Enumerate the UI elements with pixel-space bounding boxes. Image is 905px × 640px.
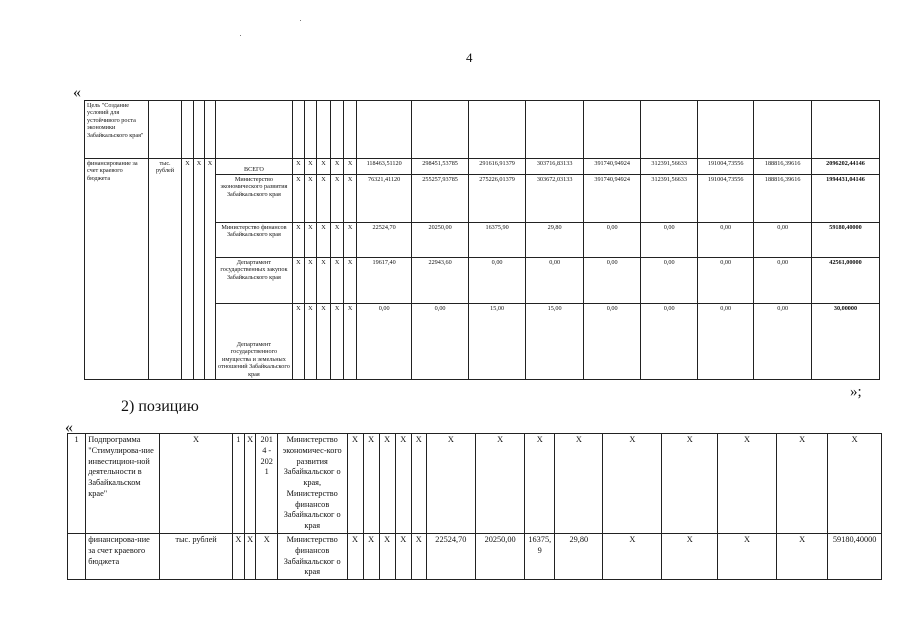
position-heading: 2) позицию <box>121 398 199 415</box>
table-cell: 312391,56633 <box>641 175 697 223</box>
table-cell: X <box>160 434 233 534</box>
table-cell: 0,00 <box>697 258 753 304</box>
table-cell: X <box>395 534 411 580</box>
empty-cell <box>468 101 526 159</box>
table-cell: X <box>347 534 363 580</box>
table-cell: X <box>344 159 357 175</box>
empty-cell <box>193 101 205 159</box>
empty-cell <box>344 101 357 159</box>
table-cell: 15,00 <box>526 304 584 380</box>
empty-cell <box>583 101 641 159</box>
table-cell: X <box>317 258 331 304</box>
table-cell: 0,00 <box>754 223 812 258</box>
table-cell: 391740,94924 <box>583 159 641 175</box>
empty-cell <box>526 101 584 159</box>
table-cell: X <box>662 534 718 580</box>
table-cell: 0,00 <box>583 258 641 304</box>
table-cell: 0,00 <box>583 304 641 380</box>
table-cell: 22943,60 <box>412 258 468 304</box>
empty-cell <box>293 101 305 159</box>
row-total: 59180,40000 <box>811 223 879 258</box>
table-cell: X <box>330 175 344 223</box>
table-cell: 0,00 <box>697 304 753 380</box>
page-number: 4 <box>466 50 473 65</box>
table-cell: X <box>828 434 882 534</box>
table-cell: X <box>776 534 827 580</box>
row-name: ВСЕГО <box>215 159 292 175</box>
table-cell: 0,00 <box>468 258 526 304</box>
table-cell: X <box>363 434 379 534</box>
table-cell: X <box>525 434 555 534</box>
table-cell: 298451,53785 <box>412 159 468 175</box>
row-name: Департамент государственного имущества и земельных отношений Забайкальского края <box>215 304 292 380</box>
table-cell: 29,80 <box>526 223 584 258</box>
row-total: 2096202,44146 <box>811 159 879 175</box>
table-cell: X <box>317 304 331 380</box>
table-cell: X <box>293 159 305 175</box>
table-cell: 22524,70 <box>356 223 411 258</box>
subprogram-name: Подпрограмма "Стимулирова-ние инвестицион-ной деятельности в Забайкальском крае" <box>86 434 160 534</box>
table-row <box>85 101 880 159</box>
empty-cell <box>148 101 181 159</box>
table-cell: 0,00 <box>754 304 812 380</box>
unit-cell: тыс. рублей <box>148 159 181 380</box>
table-cell: X <box>344 304 357 380</box>
table-cell: X <box>330 304 344 380</box>
empty-cell <box>68 534 86 580</box>
table-cell: X <box>205 159 215 380</box>
table-cell: 188816,39616 <box>754 175 812 223</box>
table-row <box>85 159 880 175</box>
table-cell: X <box>330 159 344 175</box>
table-row <box>68 434 882 534</box>
table-cell: X <box>344 175 357 223</box>
ministry-cell: Министерство финансов Забайкальског о края <box>277 534 347 580</box>
table-cell: X <box>718 534 777 580</box>
scan-speck <box>240 35 241 36</box>
empty-cell <box>356 101 411 159</box>
table-cell: X <box>244 534 256 580</box>
table-cell: X <box>182 159 194 380</box>
table-cell: 20250,00 <box>412 223 468 258</box>
table-cell: X <box>304 258 317 304</box>
table-cell: X <box>293 304 305 380</box>
goal-cell: Цель "Создание условий для устойчивого роста экономики Забайкальского края" <box>85 101 149 159</box>
row-total: 42561,00000 <box>811 258 879 304</box>
table-cell: X <box>317 175 331 223</box>
table-cell: 0,00 <box>754 258 812 304</box>
empty-cell <box>215 101 292 159</box>
table-cell: X <box>603 534 662 580</box>
table-cell: X <box>426 434 475 534</box>
table-cell: X <box>603 434 662 534</box>
table-cell: X <box>256 534 277 580</box>
table-cell: 191004,73556 <box>697 175 753 223</box>
scan-speck <box>300 20 301 21</box>
table-cell: 312391,56633 <box>641 159 697 175</box>
table-cell: X <box>304 159 317 175</box>
table-cell: 0,00 <box>641 223 697 258</box>
ministry-cell: Министерство экономичес-кого развития Забайкальског о края, Министерство финансов Забайкальског о края <box>277 434 347 534</box>
table-cell: X <box>776 434 827 534</box>
table-cell: 19617,40 <box>356 258 411 304</box>
table-cell: 0,00 <box>697 223 753 258</box>
table-cell: 76321,41120 <box>356 175 411 223</box>
empty-cell <box>811 101 879 159</box>
table-cell: 0,00 <box>412 304 468 380</box>
financing-table <box>84 100 880 380</box>
row-name: Министерство финансов Забайкальского края <box>215 223 292 258</box>
table-cell: X <box>363 534 379 580</box>
empty-cell <box>205 101 215 159</box>
empty-cell <box>412 101 468 159</box>
table-cell: 15,00 <box>468 304 526 380</box>
table-cell: 0,00 <box>526 258 584 304</box>
empty-cell <box>317 101 331 159</box>
row-name: Департамент государственных закупок Забайкальского края <box>215 258 292 304</box>
table-cell: X <box>718 434 777 534</box>
table-cell: X <box>293 175 305 223</box>
table-cell: 255257,93785 <box>412 175 468 223</box>
table-cell: X <box>304 175 317 223</box>
open-quote: « <box>65 419 73 436</box>
row-name: Министерство экономического развития Забайкальского края <box>215 175 292 223</box>
table-cell: 275226,01379 <box>468 175 526 223</box>
table-cell: X <box>662 434 718 534</box>
row-number: 1 <box>68 434 86 534</box>
table-cell: 22524,70 <box>426 534 475 580</box>
table-cell: 118463,51120 <box>356 159 411 175</box>
table-cell: 303672,03133 <box>526 175 584 223</box>
table-cell: X <box>293 223 305 258</box>
table-cell: X <box>379 534 395 580</box>
table-cell: 0,00 <box>641 258 697 304</box>
table-cell: X <box>411 534 426 580</box>
table-cell: X <box>347 434 363 534</box>
table-cell: 16375,90 <box>468 223 526 258</box>
table-cell: X <box>395 434 411 534</box>
table-cell: 16375,9 <box>525 534 555 580</box>
table-cell: X <box>344 258 357 304</box>
table-cell: 29,80 <box>555 534 603 580</box>
row-total: 30,00000 <box>811 304 879 380</box>
table-cell: 0,00 <box>641 304 697 380</box>
funding-cell: финансирование за счет краевого бюджета <box>85 159 149 380</box>
years-cell: 2014 - 2021 <box>256 434 277 534</box>
table-cell: X <box>317 159 331 175</box>
table-cell: X <box>379 434 395 534</box>
table-cell: X <box>244 434 256 534</box>
table-cell: X <box>344 223 357 258</box>
table-cell: 188816,39616 <box>754 159 812 175</box>
table-cell: X <box>304 304 317 380</box>
table-cell: 1 <box>232 434 244 534</box>
row-total: 59180,40000 <box>828 534 882 580</box>
empty-cell <box>754 101 812 159</box>
table-cell: X <box>317 223 331 258</box>
table-cell: 291616,91379 <box>468 159 526 175</box>
table-row <box>68 534 882 580</box>
table-cell: 391740,94924 <box>583 175 641 223</box>
table-cell: X <box>193 159 205 380</box>
table-cell: X <box>411 434 426 534</box>
row-total: 1994431,04146 <box>811 175 879 223</box>
table-cell: 303716,83133 <box>526 159 584 175</box>
table-cell: X <box>330 258 344 304</box>
table-cell: X <box>304 223 317 258</box>
unit-cell: тыс. рублей <box>160 534 233 580</box>
table-cell: X <box>476 434 525 534</box>
funding-cell: финансирова-ние за счет краевого бюджета <box>86 534 160 580</box>
close-quote: »; <box>850 384 862 400</box>
empty-cell <box>182 101 194 159</box>
table-cell: 0,00 <box>356 304 411 380</box>
table-cell: X <box>232 534 244 580</box>
subprogram-table <box>67 433 882 580</box>
table-cell: X <box>293 258 305 304</box>
open-quote: « <box>73 84 81 101</box>
table-cell: 0,00 <box>583 223 641 258</box>
table-cell: 20250,00 <box>476 534 525 580</box>
empty-cell <box>641 101 697 159</box>
table-cell: X <box>555 434 603 534</box>
table-cell: 191004,73556 <box>697 159 753 175</box>
table-cell: X <box>330 223 344 258</box>
empty-cell <box>697 101 753 159</box>
empty-cell <box>330 101 344 159</box>
empty-cell <box>304 101 317 159</box>
